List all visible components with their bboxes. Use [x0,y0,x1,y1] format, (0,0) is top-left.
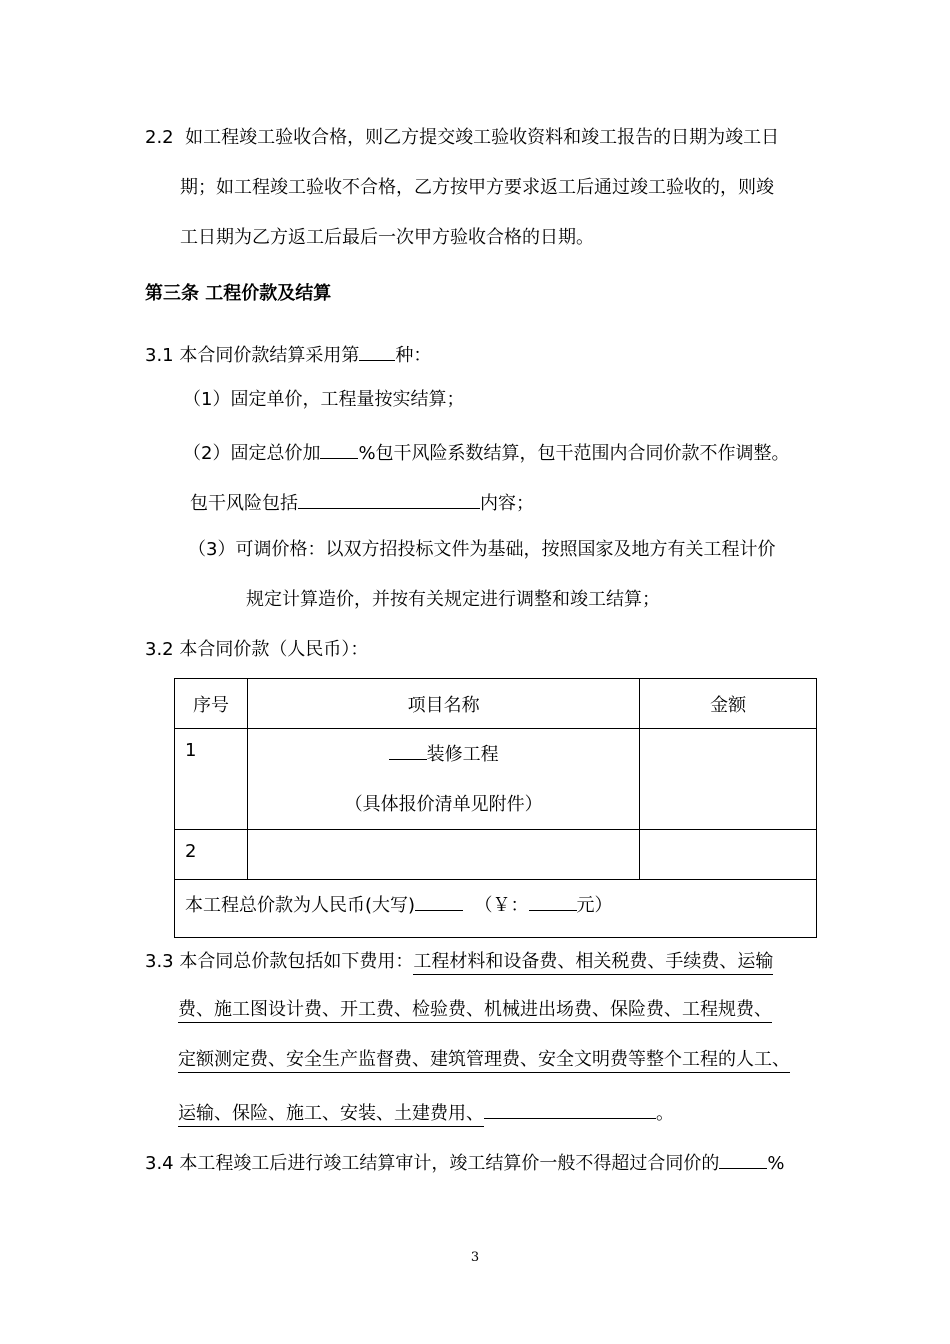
page-number: 3 [470,1250,480,1265]
option-2-d: 内容； [480,493,534,514]
clause-3-3-text-3: 定额测定费、安全生产监督费、建筑管理费、安全文明费等整个工程的人工、 [178,1049,790,1073]
clause-3-3-line-1 [145,950,773,974]
clause-3-3-end: 。 [656,1103,674,1124]
header-name: 项目名称 [247,679,639,729]
total-yen: （￥： [474,895,529,916]
row-note: （具体报价清单见附件） [344,794,543,815]
table-total-row [175,880,817,938]
blank-field[interactable] [389,739,427,760]
blank-field[interactable] [484,1098,656,1119]
total-unit: 元） [576,895,613,916]
clause-2-2-line-3: 工日期为乙方返工后最后一次甲方验收合格的日期。 [180,227,594,248]
clause-2-2-line-2: 期；如工程竣工验收不合格，乙方按甲方要求返工后通过竣工验收的，则竣 [180,177,774,198]
total-label: 本工程总价款为人民币(大写) [185,895,416,916]
option-2 [183,438,790,466]
clause-3-3-text-4: 运输、保险、施工、安装、土建费用、 [178,1103,484,1127]
row-name-text: 装修工程 [426,744,499,765]
clause-3-4-suffix: % [767,1153,785,1174]
option-3-line-2: 规定计算造价，并按有关规定进行调整和竣工结算； [246,589,660,610]
row-name-cell [247,729,639,830]
option-1: （1）固定单价，工程量按实结算； [183,389,465,410]
blank-field[interactable] [320,438,358,459]
table-row [175,830,817,880]
clause-text: 如工程竣工验收合格，则乙方提交竣工验收资料和竣工报告的日期为竣工日 [185,127,780,148]
option-3-line-1: （3）可调价格：以双方招投标文件为基础，按照国家及地方有关工程计价 [188,539,776,560]
row-no: 1 [175,729,248,830]
header-no: 序号 [175,679,248,729]
table-row [175,729,817,830]
clause-2-2-line-1 [145,126,779,150]
option-2-risk [190,488,534,516]
clause-3-3-prefix: 3.3 本合同总价款包括如下费用： [145,951,414,972]
clause-3-1-suffix: 种： [395,345,432,366]
row-amount [640,830,817,880]
blank-field[interactable] [359,340,395,361]
row-no: 2 [175,830,248,880]
row-name [247,830,639,880]
clause-3-3-text-2: 费、施工图设计费、开工费、检验费、机械进出场费、保险费、工程规费、 [178,999,772,1023]
clause-3-1-prefix: 3.1 本合同价款结算采用第 [145,345,360,366]
clause-3-2-title: 3.2 本合同价款（人民币）： [145,639,369,660]
clause-3-3-line-3 [178,1048,790,1072]
row-amount [640,729,817,830]
clause-3-3-text-1: 工程材料和设备费、相关税费、手续费、运输 [413,951,773,975]
header-amount: 金额 [640,679,817,729]
clause-3-3-line-2 [178,998,772,1022]
clause-3-3-line-4 [178,1098,674,1126]
blank-field[interactable] [415,890,463,911]
row-name [258,739,629,767]
total-cell [175,880,817,938]
clause-number: 2.2 [145,127,174,148]
option-2-c: 包干风险包括 [190,493,298,514]
option-2-a: （2）固定总价加 [183,443,321,464]
price-table [174,678,817,938]
table-header-row [175,679,817,729]
option-2-b: %包干风险系数结算，包干范围内合同价款不作调整。 [358,443,790,464]
clause-3-1 [145,340,431,368]
article-3-title: 第三条 工程价款及结算 [145,283,332,304]
blank-field[interactable] [298,488,480,509]
blank-field[interactable] [719,1148,767,1169]
clause-3-4-text: 3.4 本工程竣工后进行竣工结算审计，竣工结算价一般不得超过合同价的 [145,1153,720,1174]
clause-3-4 [145,1148,784,1176]
blank-field[interactable] [529,890,577,911]
